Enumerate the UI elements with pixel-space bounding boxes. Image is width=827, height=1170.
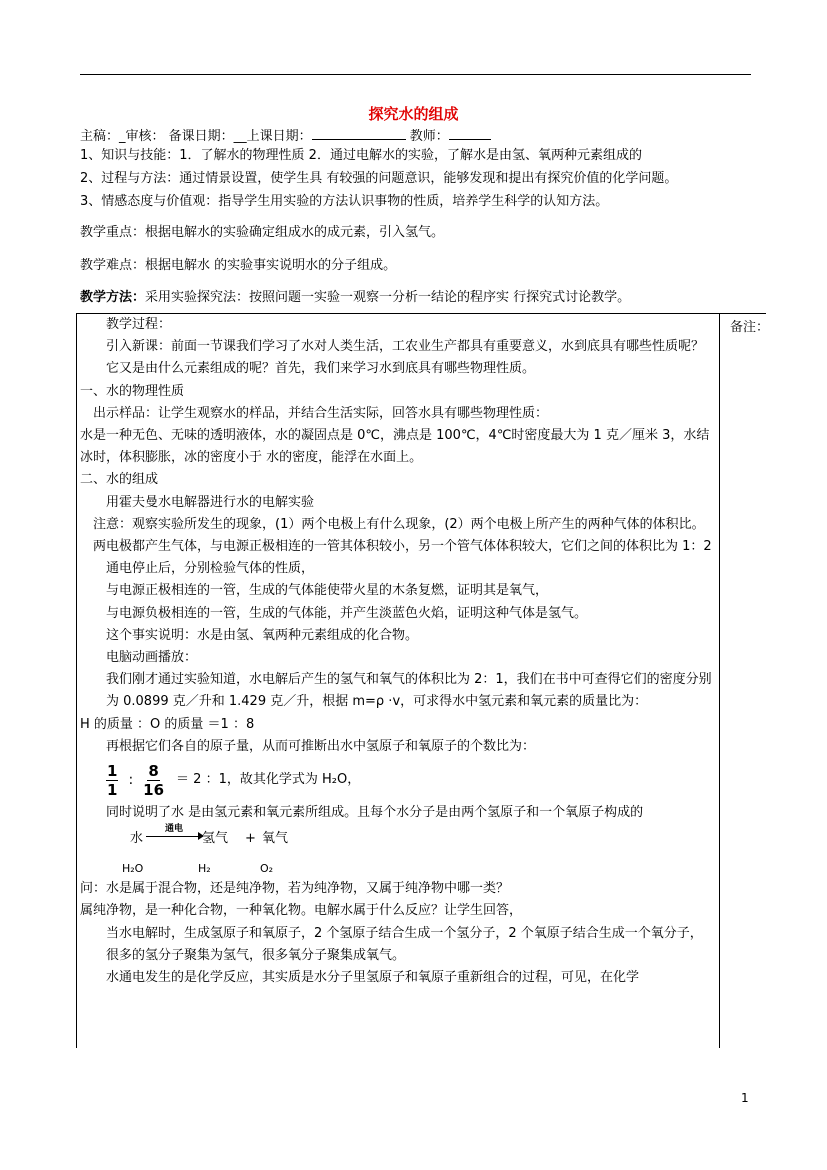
section-2-para-11: 再根据它们各自的原子量，从而可推断出水中氢原子和氧原子的个数比为：	[106, 738, 536, 754]
eq-oxygen: 氧气	[262, 831, 289, 847]
answer-1: 属纯净物，是一种化合物，一种氧化物。电解水属于什么反应？让学生回答，	[80, 903, 523, 919]
section-2-para-12: 同时说明了水 是由氢元素和氧元素所组成。且每个水分子是由两个氢原子和一个氧原子构成的	[106, 805, 644, 821]
section-2-para-1: 用霍夫曼水电解器进行水的电解实验	[106, 494, 315, 510]
question-1: 问：水是属于混合物，还是纯净物，若为纯净物，又属于纯净物中哪一类？	[80, 881, 510, 897]
meta-prefix: 主稿：_审核： 备课日期：__上课日期：	[80, 129, 312, 144]
section-2-para-3: 两电极都产生气体，与电源正极相连的一管其体积较小，另一个管气体体积较大，它们之间的体积比为 1：2	[93, 539, 712, 555]
closing-para-1: 当水电解时，生成氢原子和氧原子，2 个氢原子结合生成一个氢分子，2 个氧原子结合生成一个氧分子，很多的氢分子聚集为氢气，很多氧分子聚集成氧气。	[106, 925, 703, 963]
objective-2: 2、过程与方法：通过情景设置，使学生具 有较强的问题意识，能够发现和提出有探究价值的化学问题。	[80, 171, 678, 186]
section-2-para-5: 与电源正极相连的一管，生成的气体能使带火星的木条复燃，证明其是氧气，	[106, 583, 549, 599]
process-heading: 教学过程：	[106, 317, 172, 332]
atom-ratio-formula	[80, 758, 713, 802]
section-2-para-9: 我们刚才通过实验知道，水电解后产生的氢气和氧气的体积比为 2：1，我们在书中可查得它们的密度分别为 0.0899 克／升和 1.429 克／升，根据 m=ρ ·v，可求得水中氢元素和氧元素的质量比为：	[106, 672, 712, 710]
header-rule	[80, 74, 751, 75]
section-2-heading: 二、水的组成	[80, 472, 159, 488]
section-2-para-4: 通电停止后，分别检验气体的性质，	[106, 561, 315, 577]
electrolysis-equation	[80, 824, 713, 878]
table-left-border	[76, 313, 77, 1048]
objective-1: 1、知识与技能：1．了解水的物理性质 2．通过电解水的实验，了解水是由氢、氧两种元素组成的	[80, 148, 642, 163]
objective-3: 3、情感态度与价值观：指导学生用实验的方法认识事物的性质，培养学生科学的认知方法。	[80, 194, 609, 209]
fraction-2: $\frac{8}{16}$	[143, 761, 165, 799]
section-1-para-2: 水是一种无色、无味的透明液体，水的凝固点是 0℃，沸点是 100℃，4℃时密度最大为 1 克／厘米 3，水结冰时，体积膨胀，冰的密度小于 水的密度，能浮在水面上。	[80, 428, 710, 466]
section-1-heading: 一、水的物理性质	[80, 383, 185, 399]
section-2-para-8: 电脑动画播放：	[106, 650, 198, 666]
difficult-point: 教学难点：根据电解水 的实验事实说明水的分子组成。	[80, 258, 397, 273]
formula-hydrogen: H₂	[198, 862, 211, 876]
key-point: 教学重点：根据电解水的实验确定组成水的成元素，引入氢气。	[80, 225, 445, 240]
section-1-para-1: 出示样品：让学生观察水的样品，并结合生活实际，回答水具有哪些物理性质：	[93, 405, 549, 421]
teaching-method	[80, 289, 630, 307]
closing-para-2: 水通电发生的是化学反应，其实质是水分子里氢原子和氧原子重新组合的过程，可见，在化学	[106, 970, 640, 986]
eq-condition: 通电	[164, 824, 183, 835]
eq-water: 水	[130, 831, 144, 847]
formula-water: H₂O	[122, 862, 144, 876]
remark-label: 备注：	[730, 320, 770, 335]
table-divider	[719, 313, 720, 1048]
meta-teacher: 教师：	[409, 129, 449, 144]
ratio-colon: :	[128, 771, 134, 788]
eq-plus: +	[245, 831, 256, 847]
page-number: 1	[741, 1091, 749, 1105]
class-date-blank	[312, 126, 406, 140]
mass-ratio: H 的质量 ：O 的质量 ＝1 ：8	[80, 716, 255, 732]
section-2-para-6: 与电源负极相连的一管，生成的气体能，并产生淡蓝色火焰，证明这种气体是氢气。	[106, 605, 588, 621]
ratio-result: ＝ 2 ：1，故其化学式为 H₂O，	[176, 771, 361, 787]
teacher-blank	[449, 126, 491, 140]
reaction-arrow	[146, 824, 202, 837]
teaching-process	[80, 314, 713, 989]
page-title: 探究水的组成	[368, 105, 459, 123]
meta-line	[80, 126, 491, 146]
method-text: 采用实验探究法：按照问题一实验一观察一分析一结论的程序实 行探究式讨论教学。	[145, 290, 631, 305]
section-2-para-7: 这个事实说明：水是由氢、氧两种元素组成的化合物。	[106, 627, 419, 643]
method-label: 教学方法：	[80, 290, 146, 305]
formula-oxygen: O₂	[260, 862, 274, 876]
eq-hydrogen: 氢气	[202, 831, 229, 847]
fraction-1: $\frac{1}{1}$	[107, 761, 118, 799]
arrow-icon	[146, 836, 202, 837]
section-2-para-2: 注意：观察实验所发生的现象，(1）两个电极上有什么现象，(2）两个电极上所产生的两种气体的体积比。	[93, 516, 705, 532]
process-intro: 引入新课：前面一节课我们学习了水对人类生活，工农业生产都具有重要意义，水到底具有哪些性质呢？它又是由什么元素组成的呢？首先，我们来学习水到底具有哪些物理性质。	[106, 339, 705, 377]
